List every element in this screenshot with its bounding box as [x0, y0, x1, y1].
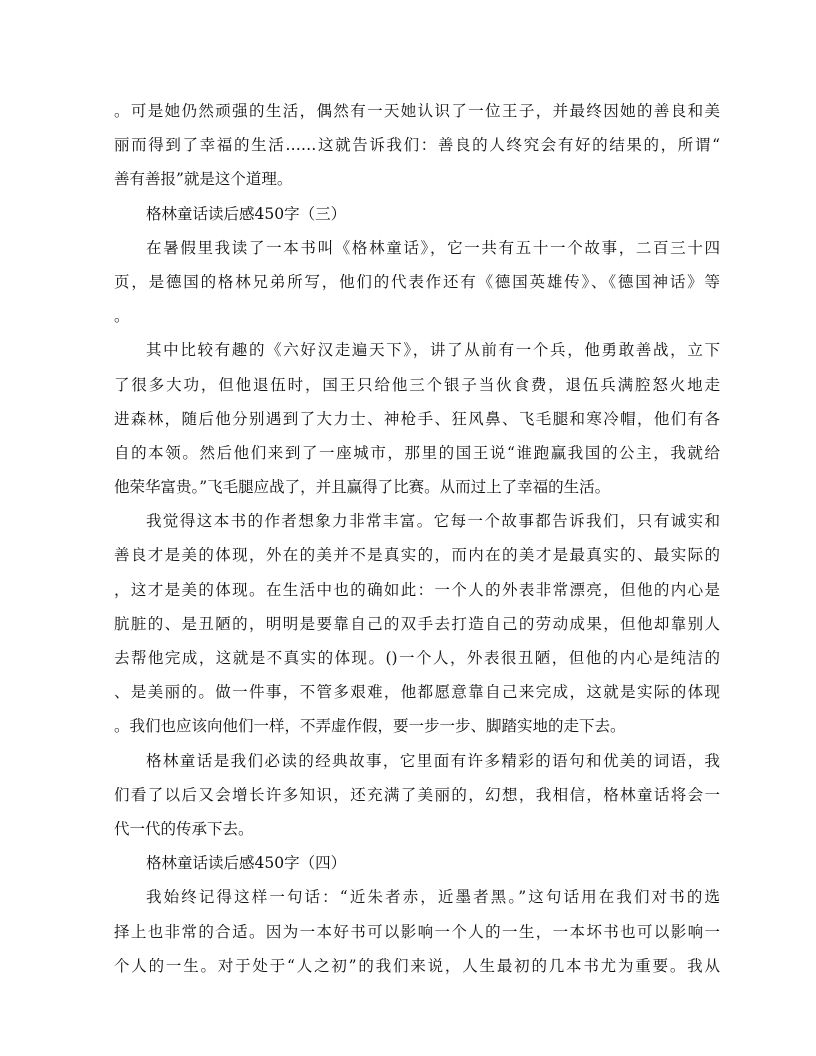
text-line: 善有善报”就是这个道理。: [114, 170, 293, 189]
text-line: 肮脏的、是丑陋的，明明是要靠自己的双手去打造自己的劳动成果，但他却靠别人: [114, 614, 720, 633]
text-line: 善良才是美的体现，外在的美并不是真实的，而内在的美才是最真实的、最实际的: [114, 546, 720, 565]
text-line: 去帮他完成，这就是不真实的体现。()一个人，外表很丑陋，但他的内心是纯洁的: [114, 649, 720, 667]
text-line: 代一代的传承下去。: [114, 819, 254, 838]
text-line: 了很多大功，但他退伍时，国王只给他三个银子当伙食费，退伍兵满腔怒火地走: [114, 375, 720, 394]
text-line: 丽而得到了幸福的生活……这就告诉我们：善良的人终究会有好的结果的，所谓“: [114, 136, 720, 155]
section-heading: 格林童话读后感450字（四）: [146, 854, 347, 873]
text-line: 他荣华富贵。”飞毛腿应战了，并且赢得了比赛。从而过上了幸福的生活。: [114, 478, 611, 497]
text-line: 格林童话是我们必读的经典故事，它里面有许多精彩的语句和优美的词语，我: [146, 751, 720, 770]
text-line: 我觉得这本书的作者想象力非常丰富。它每一个故事都告诉我们，只有诚实和: [146, 512, 720, 531]
text-line: 我始终记得这样一句话：“近朱者赤，近墨者黑。”这句话用在我们对书的选: [146, 888, 720, 907]
text-line: 择上也非常的合适。因为一本好书可以影响一个人的一生，一本坏书也可以影响一: [114, 922, 720, 941]
section-heading: 格林童话读后感450字（三）: [146, 204, 347, 223]
text-line: 。: [114, 307, 130, 326]
text-line: 们看了以后又会增长许多知识，还充满了美丽的，幻想，我相信，格林童话将会一: [114, 785, 720, 804]
text-line: ，这才是美的体现。在生活中也的确如此：一个人的外表非常漂亮，但他的内心是: [114, 580, 720, 599]
document-body: [114, 94, 720, 983]
text-line: 进森林，随后他分别遇到了大力士、神枪手、狂风鼻、飞毛腿和寒冷帽，他们有各: [114, 409, 720, 428]
text-line: 。我们也应该向他们一样，不弄虚作假，要一步一步、脚踏实地的走下去。: [114, 717, 626, 736]
text-line: 。可是她仍然顽强的生活，偶然有一天她认识了一位王子，并最终因她的善良和美: [114, 102, 720, 120]
text-line: 个人的一生。对于处于“人之初”的我们来说，人生最初的几本书尤为重要。我从: [114, 956, 720, 975]
text-line: 页，是德国的格林兄弟所写，他们的代表作还有《德国英雄传》、《德国神话》等: [114, 272, 720, 291]
text-line: 其中比较有趣的《六好汉走遍天下》，讲了从前有一个兵，他勇敢善战，立下: [146, 341, 720, 360]
text-line: 在暑假里我读了一本书叫《格林童话》，它一共有五十一个故事，二百三十四: [146, 238, 720, 257]
text-line: 自的本领。然后他们来到了一座城市，那里的国王说“谁跑赢我国的公主，我就给: [114, 443, 720, 462]
text-line: 、是美丽的。做一件事，不管多艰难，他都愿意靠自己来完成，这就是实际的体现: [114, 683, 720, 702]
